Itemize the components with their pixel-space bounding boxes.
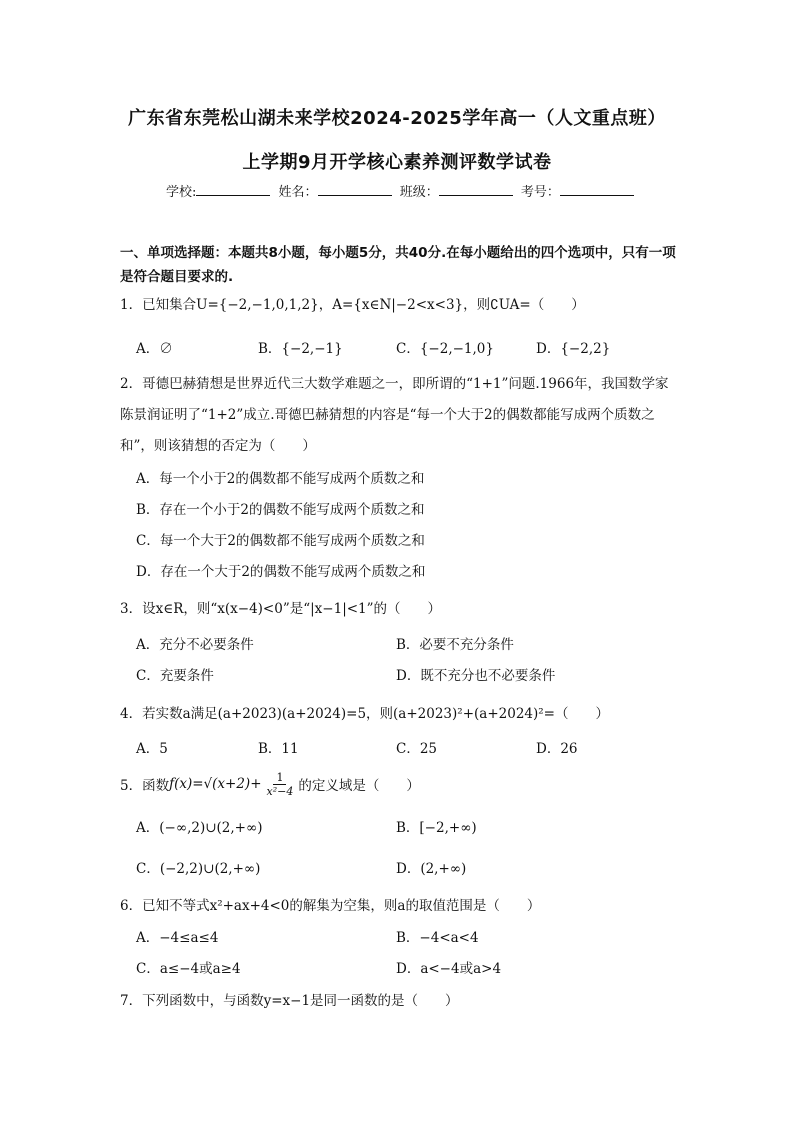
- q5-option-c: C．(−2,2)∪(2,+∞): [136, 861, 261, 877]
- q5-numerator: 1: [273, 771, 286, 785]
- q1-option-c: C．{−2,−1,0}: [396, 341, 494, 357]
- q1-option-b: B．{−2,−1}: [258, 341, 343, 357]
- q5-denominator: x²−4: [266, 784, 294, 798]
- section-heading: 一、单项选择题：本题共8小题，每小题5分，共40分.在每小题给出的四个选项中，只有一项是符合题目要求的.: [120, 245, 676, 285]
- exam-title-line1: 广东省东莞松山湖未来学校2024-2025学年高一（人文重点班）: [128, 108, 666, 129]
- q2-option-a: A．每一个小于2的偶数都不能写成两个质数之和: [136, 471, 425, 487]
- question-1-stem: 1．已知集合U={−2,−1,0,1,2}，A={x∈N|−2<x<3}，则∁UA=（ ）: [120, 297, 585, 313]
- q4-option-a: A．5: [136, 741, 168, 757]
- q5-prefix: 5．函数: [120, 778, 170, 794]
- q2-option-d: D．存在一个大于2的偶数不能写成两个质数之和: [136, 564, 426, 580]
- q5-option-b: B．[−2,+∞): [396, 820, 477, 836]
- q4-option-b: B．11: [258, 741, 299, 757]
- q6-option-c: C．a≤−4或a≥4: [136, 961, 241, 977]
- q5-option-a: A．(−∞,2)∪(2,+∞): [136, 820, 263, 836]
- school-blank: [196, 183, 270, 196]
- q3-option-a: A．充分不必要条件: [136, 637, 254, 653]
- q3-option-b: B．必要不充分条件: [396, 637, 514, 653]
- q5-fraction: [264, 771, 297, 798]
- question-4-stem: 4．若实数a满足(a+2023)(a+2024)=5，则(a+2023)²+(a+2024)²=（ ）: [120, 706, 609, 722]
- q6-option-d: D．a<−4或a>4: [396, 961, 502, 977]
- question-5-stem: [120, 767, 420, 801]
- exam-title-line2: 上学期9月开学核心素养测评数学试卷: [242, 152, 552, 173]
- number-blank: [560, 183, 634, 196]
- q4-option-d: D．26: [536, 741, 578, 757]
- q5-function: f(x)=√(x+2)+: [169, 776, 262, 792]
- q2-option-c: C．每一个大于2的偶数都不能写成两个质数之和: [136, 533, 425, 549]
- class-blank: [439, 183, 513, 196]
- q2-option-b: B．存在一个小于2的偶数不能写成两个质数之和: [136, 502, 425, 518]
- school-label: 学校:: [166, 185, 197, 200]
- q1-option-a: A．∅: [136, 341, 173, 357]
- question-6-stem: 6．已知不等式x²+ax+4<0的解集为空集，则a的取值范围是（ ）: [120, 898, 541, 914]
- number-label: 考号：: [520, 185, 560, 200]
- q3-option-c: C．充要条件: [136, 668, 214, 684]
- question-3-stem: 3．设x∈R，则“x(x−4)<0”是“|x−1|<1”的（ ）: [120, 601, 442, 617]
- q6-option-a: A．−4≤a≤4: [136, 930, 219, 946]
- student-info-line: [166, 181, 638, 200]
- class-label: 班级：: [399, 185, 439, 200]
- q3-option-d: D．既不充分也不必要条件: [396, 668, 556, 684]
- q6-option-b: B．−4<a<4: [396, 930, 479, 946]
- question-7-stem: 7．下列函数中，与函数y=x−1是同一函数的是（ ）: [120, 993, 459, 1009]
- q4-option-c: C．25: [396, 741, 438, 757]
- name-label: 姓名：: [278, 185, 318, 200]
- q5-suffix: 的定义域是（ ）: [298, 778, 420, 794]
- name-blank: [318, 183, 392, 196]
- question-2-stem: 2．哥德巴赫猜想是世界近代三大数学难题之一，即所谓的“1+1”问题.1966年，我国数学家陈景润证明了“1+2”成立.哥德巴赫猜想的内容是“每一个大于2的偶数都能写成两个质数之和”，则该猜想的否定为（ ）: [120, 376, 669, 454]
- q1-option-d: D．{−2,2}: [536, 341, 611, 357]
- q5-option-d: D．(2,+∞): [396, 861, 467, 877]
